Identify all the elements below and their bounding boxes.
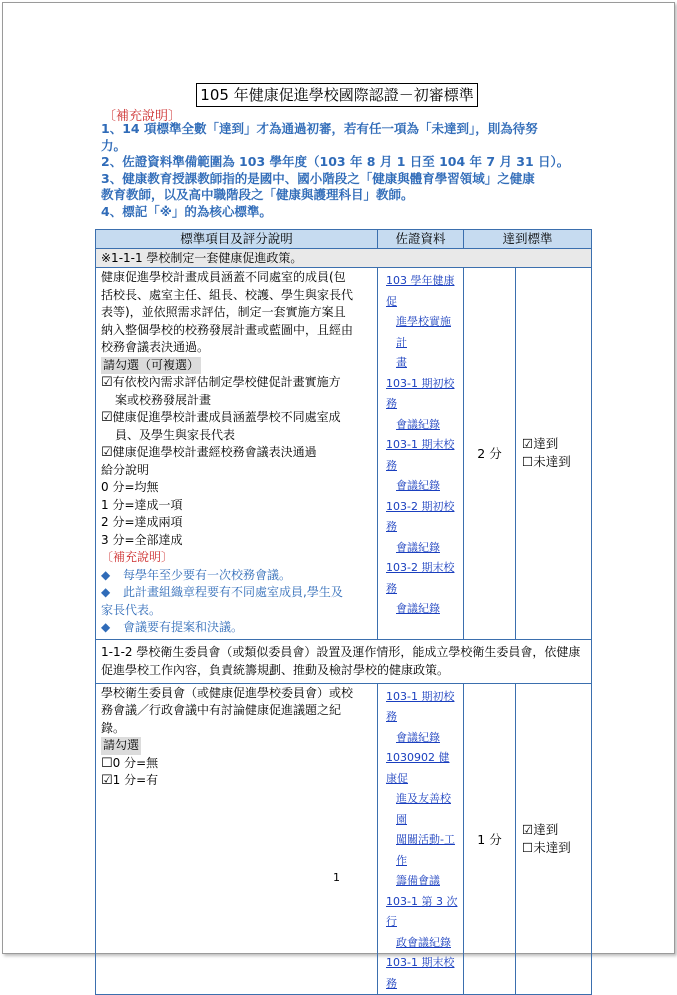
bullet-item xyxy=(101,567,373,585)
reached-checkbox[interactable]: ☑達到 xyxy=(522,821,559,837)
item1-description xyxy=(96,268,378,640)
note-line: 2、佐證資料準備範圍為 103 學年度（103 年 8 月 1 日至 104 年 7 月 31 日）。 xyxy=(101,154,570,169)
evidence-link[interactable]: 103-2 期末校務 會議紀錄 xyxy=(386,561,455,615)
bullet-text: 每學年至少要有一次校務會議。 xyxy=(123,567,292,582)
evidence-link[interactable]: 103-1 期末校務 xyxy=(386,956,455,990)
header-criteria: 標準項目及評分說明 xyxy=(96,230,378,249)
bullet-text: 此計畫組織章程要有不同處室成員,學生及 xyxy=(123,585,343,599)
desc-line: 務會議／行政會議中有討論健康促進議題之紀 xyxy=(101,703,342,717)
note-line: 4、標記「※」的為核心標準。 xyxy=(101,203,272,219)
item1-heading: ※1-1-1 學校制定一套健康促進政策。 xyxy=(96,249,592,268)
score-line: 0 分=均無 xyxy=(101,480,159,494)
supplement-heading: 〔補充說明〕 xyxy=(103,109,182,124)
document-title: 105 年健康促進學校國際認證－初審標準 xyxy=(196,83,478,107)
note-line: 1、14 項標準全數「達到」才為通過初審，若有任一項為「未達到」，則為待努 xyxy=(101,121,538,136)
evidence-link[interactable]: 103-1 期末校務 會議紀錄 xyxy=(386,438,455,492)
page-number: 1 xyxy=(333,871,340,884)
evidence-link[interactable]: 103 學年健康促 進學校實施計 畫 xyxy=(386,274,455,369)
criteria-table xyxy=(95,229,592,995)
check-title: 請勾選 xyxy=(101,737,141,755)
note-line: 教育教師，以及高中職階段之「健康與護理科目」教師。 xyxy=(101,187,414,202)
diamond-icon: ◆ xyxy=(101,567,111,582)
checkbox-label: 健康促進學校計畫經校務會議表決通過 xyxy=(112,445,317,459)
desc-line: 表等)，並依照需求評估，制定一套實施方案且 xyxy=(101,305,346,319)
item2-result xyxy=(516,683,592,995)
desc-line: 學校衛生委員會（或健康促進學校委員會）或校 xyxy=(101,685,354,700)
checkbox-label-cont: 員、及學生與家長代表 xyxy=(115,427,236,442)
evidence-link[interactable]: 1030902 健康促 進及友善校園 闖關活動-工作 籌備會議 xyxy=(386,751,455,887)
checked-icon: ☑ xyxy=(101,445,113,460)
evidence-link[interactable]: 103-1 第 3 次行 政會議紀錄 xyxy=(386,894,458,949)
score-title: 給分說明 xyxy=(101,462,150,477)
checked-icon: ☑ xyxy=(101,773,113,788)
diamond-icon: ◆ xyxy=(101,620,111,634)
desc-line: 健康促進學校計畫成員涵蓋不同處室的成員(包 xyxy=(101,270,346,284)
checkbox-item[interactable] xyxy=(101,772,373,790)
checkbox-label: 健康促進學校計畫成員涵蓋學校不同處室成 xyxy=(112,410,341,424)
item2-score: 1 分 xyxy=(464,683,516,995)
supplement-heading: 〔補充說明〕 xyxy=(101,550,174,564)
header-standard: 達到標準 xyxy=(464,230,592,249)
evidence-link[interactable]: 103-2 期初校務 會議紀錄 xyxy=(386,499,455,554)
not-reached-checkbox[interactable]: ☐未達到 xyxy=(522,839,571,855)
desc-line: 括校長、處室主任、組長、校護、學生與家長代 xyxy=(101,287,354,302)
bullet-text: 會議要有提案和決議。 xyxy=(123,620,244,634)
reached-checkbox[interactable]: ☑達到 xyxy=(522,436,559,452)
item1-score: 2 分 xyxy=(464,268,516,640)
diamond-icon: ◆ xyxy=(101,585,111,599)
item2-evidence xyxy=(378,683,464,995)
evidence-link[interactable]: 103-1 期初校務 會議紀錄 xyxy=(386,376,455,431)
checkbox-item[interactable] xyxy=(101,374,373,392)
checked-icon: ☑ xyxy=(101,375,113,390)
bullet-item xyxy=(101,619,373,637)
bullet-text-cont: 家長代表。 xyxy=(101,602,162,617)
check-title: 請勾選（可複選） xyxy=(101,357,201,375)
note-line: 力。 xyxy=(101,137,127,153)
desc-line: 錄。 xyxy=(101,720,126,735)
checkbox-item[interactable] xyxy=(101,755,373,773)
note-line: 3、健康教育授課教師指的是國中、國小階段之「健康與體育學習領域」之健康 xyxy=(101,170,535,186)
score-line: 3 分=全部達成 xyxy=(101,532,183,547)
evidence-link[interactable]: 103-1 期初校務 會議紀錄 xyxy=(386,689,455,744)
item2-description xyxy=(96,683,378,995)
checkbox-label: 有依校內需求評估制定學校健促計畫實施方 xyxy=(112,375,341,389)
bullet-item xyxy=(101,584,373,602)
checkbox-label-cont: 案或校務發展計畫 xyxy=(115,392,212,407)
checkbox-label: 0 分=無 xyxy=(112,755,159,770)
item1-evidence xyxy=(378,268,464,640)
desc-line: 納入整個學校的校務發展計畫或藍圖中，且經由 xyxy=(101,322,354,337)
score-line: 1 分=達成一項 xyxy=(101,497,183,512)
desc-line: 校務會議表決通過。 xyxy=(101,340,210,354)
checked-icon: ☑ xyxy=(101,410,113,425)
unchecked-icon: ☐ xyxy=(101,755,113,771)
item1-result xyxy=(516,268,592,640)
not-reached-checkbox[interactable]: ☐未達到 xyxy=(522,454,571,470)
item2-heading: 1-1-2 學校衛生委員會（或類似委員會）設置及運作情形，能成立學校衛生委員會，依健康促進學校工作內容，負責統籌規劃、推動及檢討學校的健康政策。 xyxy=(96,639,592,683)
header-evidence: 佐證資料 xyxy=(378,230,464,249)
checkbox-item[interactable] xyxy=(101,409,373,427)
checkbox-item[interactable] xyxy=(101,444,373,462)
checkbox-label: 1 分=有 xyxy=(112,773,159,787)
score-line: 2 分=達成兩項 xyxy=(101,515,183,529)
notes-list xyxy=(101,121,581,220)
